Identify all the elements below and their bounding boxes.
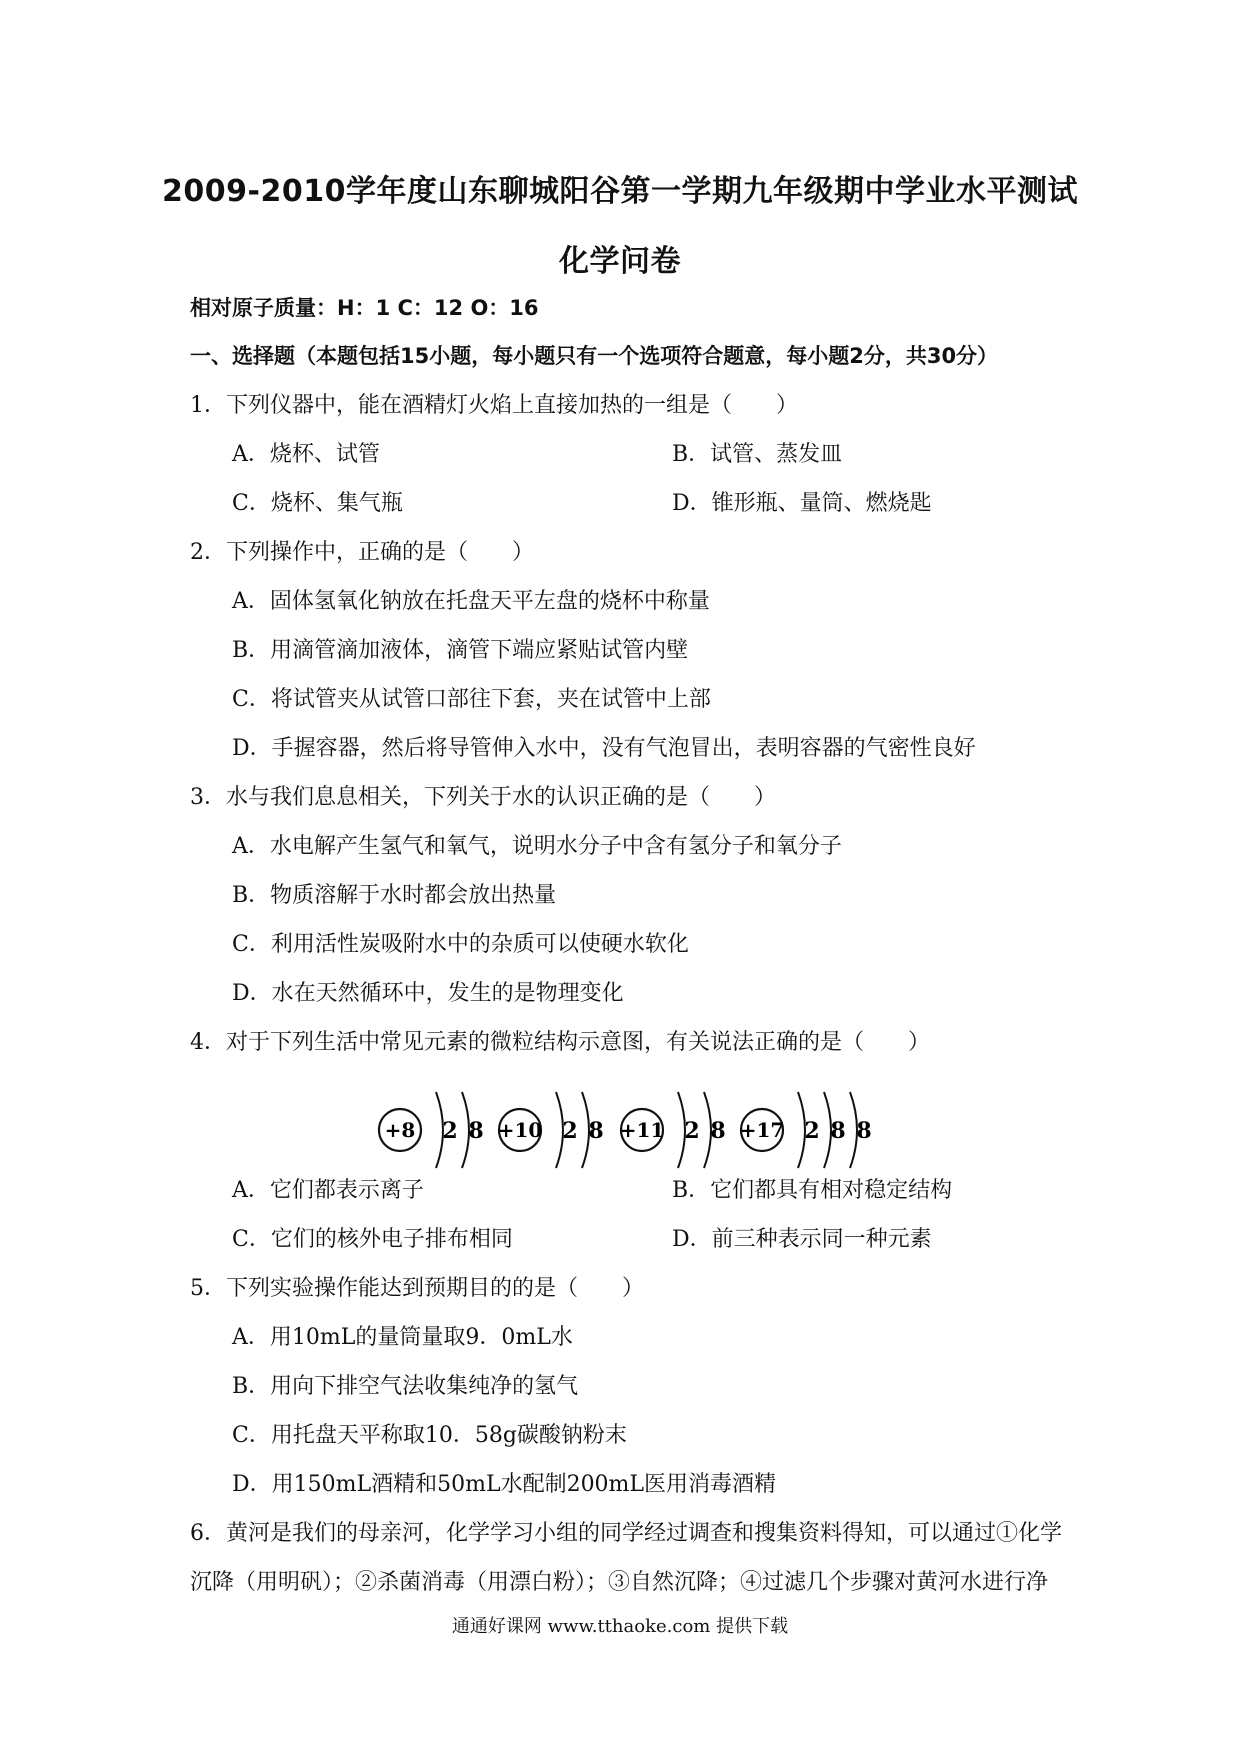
atomic-structure-diagram <box>370 1080 890 1180</box>
electron-count: 8 <box>468 1118 484 1144</box>
q2-option-b: B．用滴管滴加液体，滴管下端应紧贴试管内壁 <box>232 638 689 663</box>
q5-option-c: C．用托盘天平称取10．58g碳酸钠粉末 <box>232 1423 627 1448</box>
q3-option-c: C．利用活性炭吸附水中的杂质可以使硬水软化 <box>232 932 689 957</box>
electron-count: 2 <box>562 1118 578 1144</box>
nucleus-charge: +8 <box>384 1118 416 1142</box>
q2-option-c: C．将试管夹从试管口部往下套，夹在试管中上部 <box>232 687 711 712</box>
q2-option-a: A．固体氢氧化钠放在托盘天平左盘的烧杯中称量 <box>232 589 710 614</box>
electron-count: 8 <box>856 1118 872 1144</box>
atomic-masses: 相对原子质量：H：1 C：12 O：16 <box>190 296 539 320</box>
question-5-stem: 5．下列实验操作能达到预期目的的是（ ） <box>190 1276 644 1301</box>
question-6-stem-line-2: 沉降（用明矾）；②杀菌消毒（用漂白粉）；③自然沉降；④过滤几个步骤对黄河水进行净 <box>190 1570 1049 1595</box>
electron-count: 8 <box>588 1118 604 1144</box>
q4-option-c: C．它们的核外电子排布相同 <box>232 1227 513 1252</box>
q3-option-a: A．水电解产生氢气和氧气，说明水分子中含有氢分子和氧分子 <box>232 834 842 859</box>
nucleus-charge: +10 <box>497 1118 543 1142</box>
q4-option-a: A．它们都表示离子 <box>232 1178 424 1203</box>
particle-1 <box>379 1092 484 1168</box>
q1-option-d: D．锥形瓶、量筒、燃烧匙 <box>672 491 932 516</box>
nucleus-charge: +11 <box>619 1118 665 1142</box>
question-4-stem: 4．对于下列生活中常见元素的微粒结构示意图，有关说法正确的是（ ） <box>190 1030 930 1055</box>
question-3-stem: 3．水与我们息息相关，下列关于水的认识正确的是（ ） <box>190 785 776 810</box>
page-title: 2009-2010学年度山东聊城阳谷第一学期九年级期中学业水平测试 <box>162 174 1078 209</box>
q1-option-a: A．烧杯、试管 <box>232 442 380 467</box>
particle-3 <box>620 1092 726 1168</box>
q5-option-a: A．用10mL的量筒量取9．0mL水 <box>232 1325 573 1350</box>
question-6-stem-line-1: 6．黄河是我们的母亲河，化学学习小组的同学经过调查和搜集资料得知，可以通过①化学 <box>190 1521 1063 1546</box>
question-2-stem: 2．下列操作中，正确的是（ ） <box>190 540 534 565</box>
electron-count: 2 <box>684 1118 700 1144</box>
q4-option-d: D．前三种表示同一种元素 <box>672 1227 932 1252</box>
section-title: 一、选择题（本题包括15小题，每小题只有一个选项符合题意，每小题2分，共30分） <box>190 344 999 368</box>
q3-option-d: D．水在天然循环中，发生的是物理变化 <box>232 981 624 1006</box>
question-1-stem: 1．下列仪器中，能在酒精灯火焰上直接加热的一组是（ ） <box>190 393 798 418</box>
q4-option-b: B．它们都具有相对稳定结构 <box>672 1178 953 1203</box>
page-footer: 通通好课网 www.tthaoke.com 提供下载 <box>451 1616 789 1637</box>
q5-option-d: D．用150mL酒精和50mL水配制200mL医用消毒酒精 <box>232 1472 777 1497</box>
electron-count: 8 <box>710 1118 726 1144</box>
particle-2 <box>498 1092 604 1168</box>
q2-option-d: D．手握容器，然后将导管伸入水中，没有气泡冒出，表明容器的气密性良好 <box>232 736 976 761</box>
electron-count: 8 <box>830 1118 846 1144</box>
nucleus-charge: +17 <box>739 1118 785 1142</box>
electron-count: 2 <box>804 1118 820 1144</box>
q1-option-c: C．烧杯、集气瓶 <box>232 491 403 516</box>
particle-4 <box>740 1092 872 1168</box>
q1-option-b: B．试管、蒸发皿 <box>672 442 843 467</box>
q3-option-b: B．物质溶解于水时都会放出热量 <box>232 883 557 908</box>
page-subtitle: 化学问卷 <box>559 244 681 279</box>
q5-option-b: B．用向下排空气法收集纯净的氢气 <box>232 1374 579 1399</box>
electron-count: 2 <box>442 1118 458 1144</box>
